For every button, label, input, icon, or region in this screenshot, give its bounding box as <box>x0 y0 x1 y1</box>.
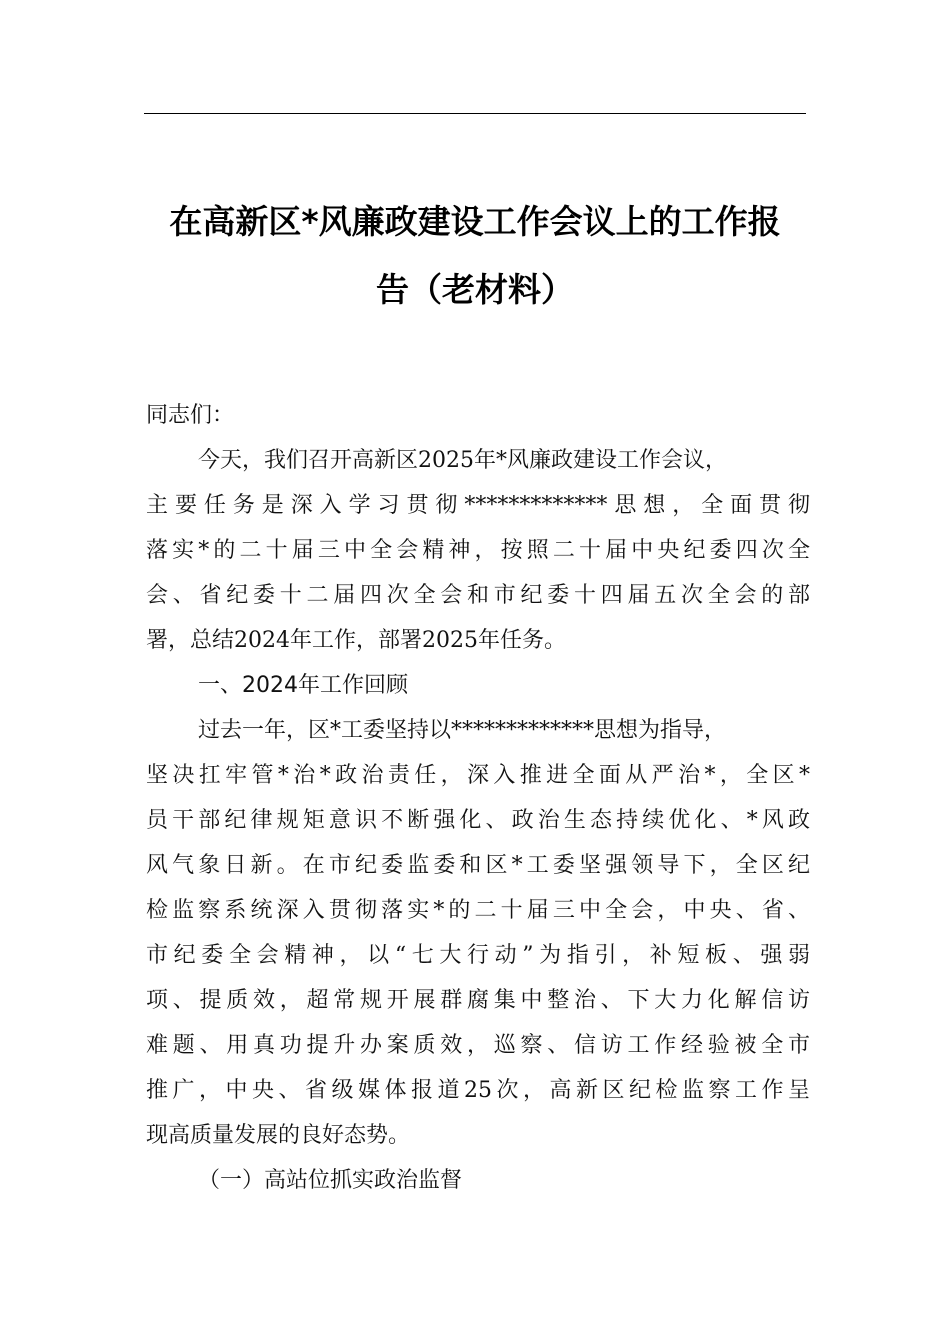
paragraph-2-line: 检监察系统深入贯彻落实*的二十届三中全会，中央、省、 <box>146 898 810 923</box>
paragraph-2-line: 推广，中央、省级媒体报道25次，高新区纪检监察工作呈 <box>146 1078 810 1103</box>
paragraph-1-line: 主要任务是深入学习贯彻*************思想，全面贯彻 <box>146 493 810 518</box>
paragraph-1-line: 署，总结2024年工作，部署2025年任务。 <box>146 628 566 653</box>
paragraph-2-line: 市纪委全会精神，以“七大行动”为指引，补短板、强弱 <box>146 943 810 968</box>
paragraph-2-line: 过去一年，区*工委坚持以*************思想为指导， <box>198 718 727 743</box>
paragraph-2-line: 现高质量发展的良好态势。 <box>146 1123 411 1148</box>
paragraph-2-line: 难题、用真功提升办案质效，巡察、信访工作经验被全市 <box>146 1033 810 1058</box>
document-title <box>144 188 806 324</box>
paragraph-1-line: 今天，我们召开高新区2025年*风廉政建设工作会议， <box>198 448 727 473</box>
paragraph-1-line: 落实*的二十届三中全会精神，按照二十届中央纪委四次全 <box>146 538 810 563</box>
section-heading: 一、2024年工作回顾 <box>198 673 408 698</box>
title-line-2: 告（老材料） <box>376 270 574 309</box>
document-body <box>146 393 810 1203</box>
header-rule <box>144 113 806 114</box>
paragraph-2-line: 坚决扛牢管*治*政治责任，深入推进全面从严治*，全区* <box>146 763 810 788</box>
subsection-heading: （一）高站位抓实政治监督 <box>198 1168 463 1193</box>
salutation: 同志们： <box>146 403 235 428</box>
paragraph-1-line: 会、省纪委十二届四次全会和市纪委十四届五次全会的部 <box>146 583 810 608</box>
paragraph-2-line: 员干部纪律规矩意识不断强化、政治生态持续优化、*风政 <box>146 808 810 833</box>
paragraph-2-line: 项、提质效，超常规开展群腐集中整治、下大力化解信访 <box>146 988 810 1013</box>
title-line-1: 在高新区*风廉政建设工作会议上的工作报 <box>169 202 781 241</box>
paragraph-2-line: 风气象日新。在市纪委监委和区*工委坚强领导下，全区纪 <box>146 853 810 878</box>
